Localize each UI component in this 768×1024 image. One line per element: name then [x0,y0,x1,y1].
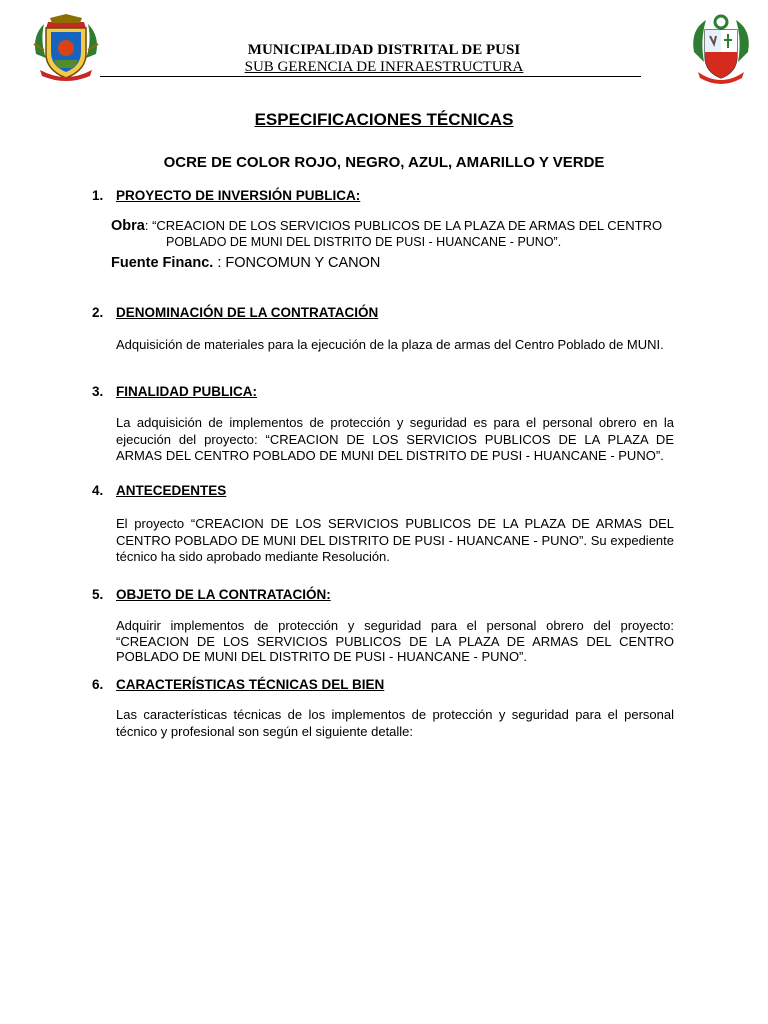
section-title: PROYECTO DE INVERSIÓN PUBLICA: [116,188,361,203]
section-number: 3. [92,384,104,399]
sub-organization [160,59,608,76]
section-heading-6 [92,677,384,692]
section-heading-2 [92,305,378,320]
section-body-4: El proyecto “CREACION DE LOS SERVICIOS PUBLICOS DE LA PLAZA DE ARMAS DEL CENTRO POBLADO DE MUNI DEL DISTRITO DE PUSI - HUANCANE - PUNO”. Su expediente técnico ha sido aprobado mediante Resolución. [116,516,674,564]
organization-name: MUNICIPALIDAD DISTRITAL DE PUSI [247,42,521,58]
peru-national-shield-icon [688,14,754,86]
section-number: 4. [92,483,104,498]
section-heading-1 [92,188,360,203]
section-title: DENOMINACIÓN DE LA CONTRATACIÓN [116,305,379,320]
fuente-label: Fuente Financ. [111,255,214,271]
section-title: OBJETO DE LA CONTRATACIÓN: [116,587,331,602]
section-heading-3 [92,384,257,399]
section-title: CARACTERÍSTICAS TÉCNICAS DEL BIEN [116,677,385,692]
section-heading-5 [92,587,331,602]
section-title: FINALIDAD PUBLICA: [116,384,257,399]
section-number: 2. [92,305,104,320]
obra-value-line2: POBLADO DE MUNI DEL DISTRITO DE PUSI - HUANCANE - PUNO”. [166,235,562,249]
section-number: 1. [92,188,104,203]
section-body-5: Adquirir implementos de protección y seguridad para el personal obrero del proyecto: “CREACION DE LOS SERVICIOS PUBLICOS DE LA PLAZA DE ARMAS DEL CENTRO POBLADO DE MUNI DEL DISTRITO DE PUSI - HUANCANE - PUNO”. [116,618,674,664]
document-title: ESPECIFICACIONES TÉCNICAS [254,110,514,129]
section-heading-4 [92,483,226,498]
obra-line [111,218,662,234]
header-divider [100,76,641,77]
fuente-line [111,255,380,271]
section-body-2: Adquisición de materiales para la ejecución de la plaza de armas del Centro Poblado de MUNI. [116,337,664,352]
municipal-coat-of-arms-icon [30,14,102,82]
section-body-3: La adquisición de implementos de protección y seguridad es para el personal obrero en la ejecución del proyecto: “CREACION DE LOS SERVICIOS PUBLICOS DE LA PLAZA DE ARMAS DEL CENTRO POBLADO DE MUNI DEL DISTRITO DE PUSI - HUANCANE - PUNO”. [116,415,674,463]
fuente-value: : FONCOMUN Y CANON [213,255,381,271]
section-number: 6. [92,677,104,692]
sub-organization-text: SUB GERENCIA DE INFRAESTRUCTURA [244,59,524,75]
section-number: 5. [92,587,104,602]
obra-label: Obra [111,218,145,234]
document-subtitle: OCRE DE COLOR ROJO, NEGRO, AZUL, AMARILLO Y VERDE [163,154,605,171]
obra-value-line1: : “CREACION DE LOS SERVICIOS PUBLICOS DE LA PLAZA DE ARMAS DEL CENTRO [144,218,663,233]
section-body-6: Las características técnicas de los implementos de protección y seguridad para el personal técnico y profesional son según el siguiente detalle: [116,707,674,739]
section-title: ANTECEDENTES [116,483,227,498]
